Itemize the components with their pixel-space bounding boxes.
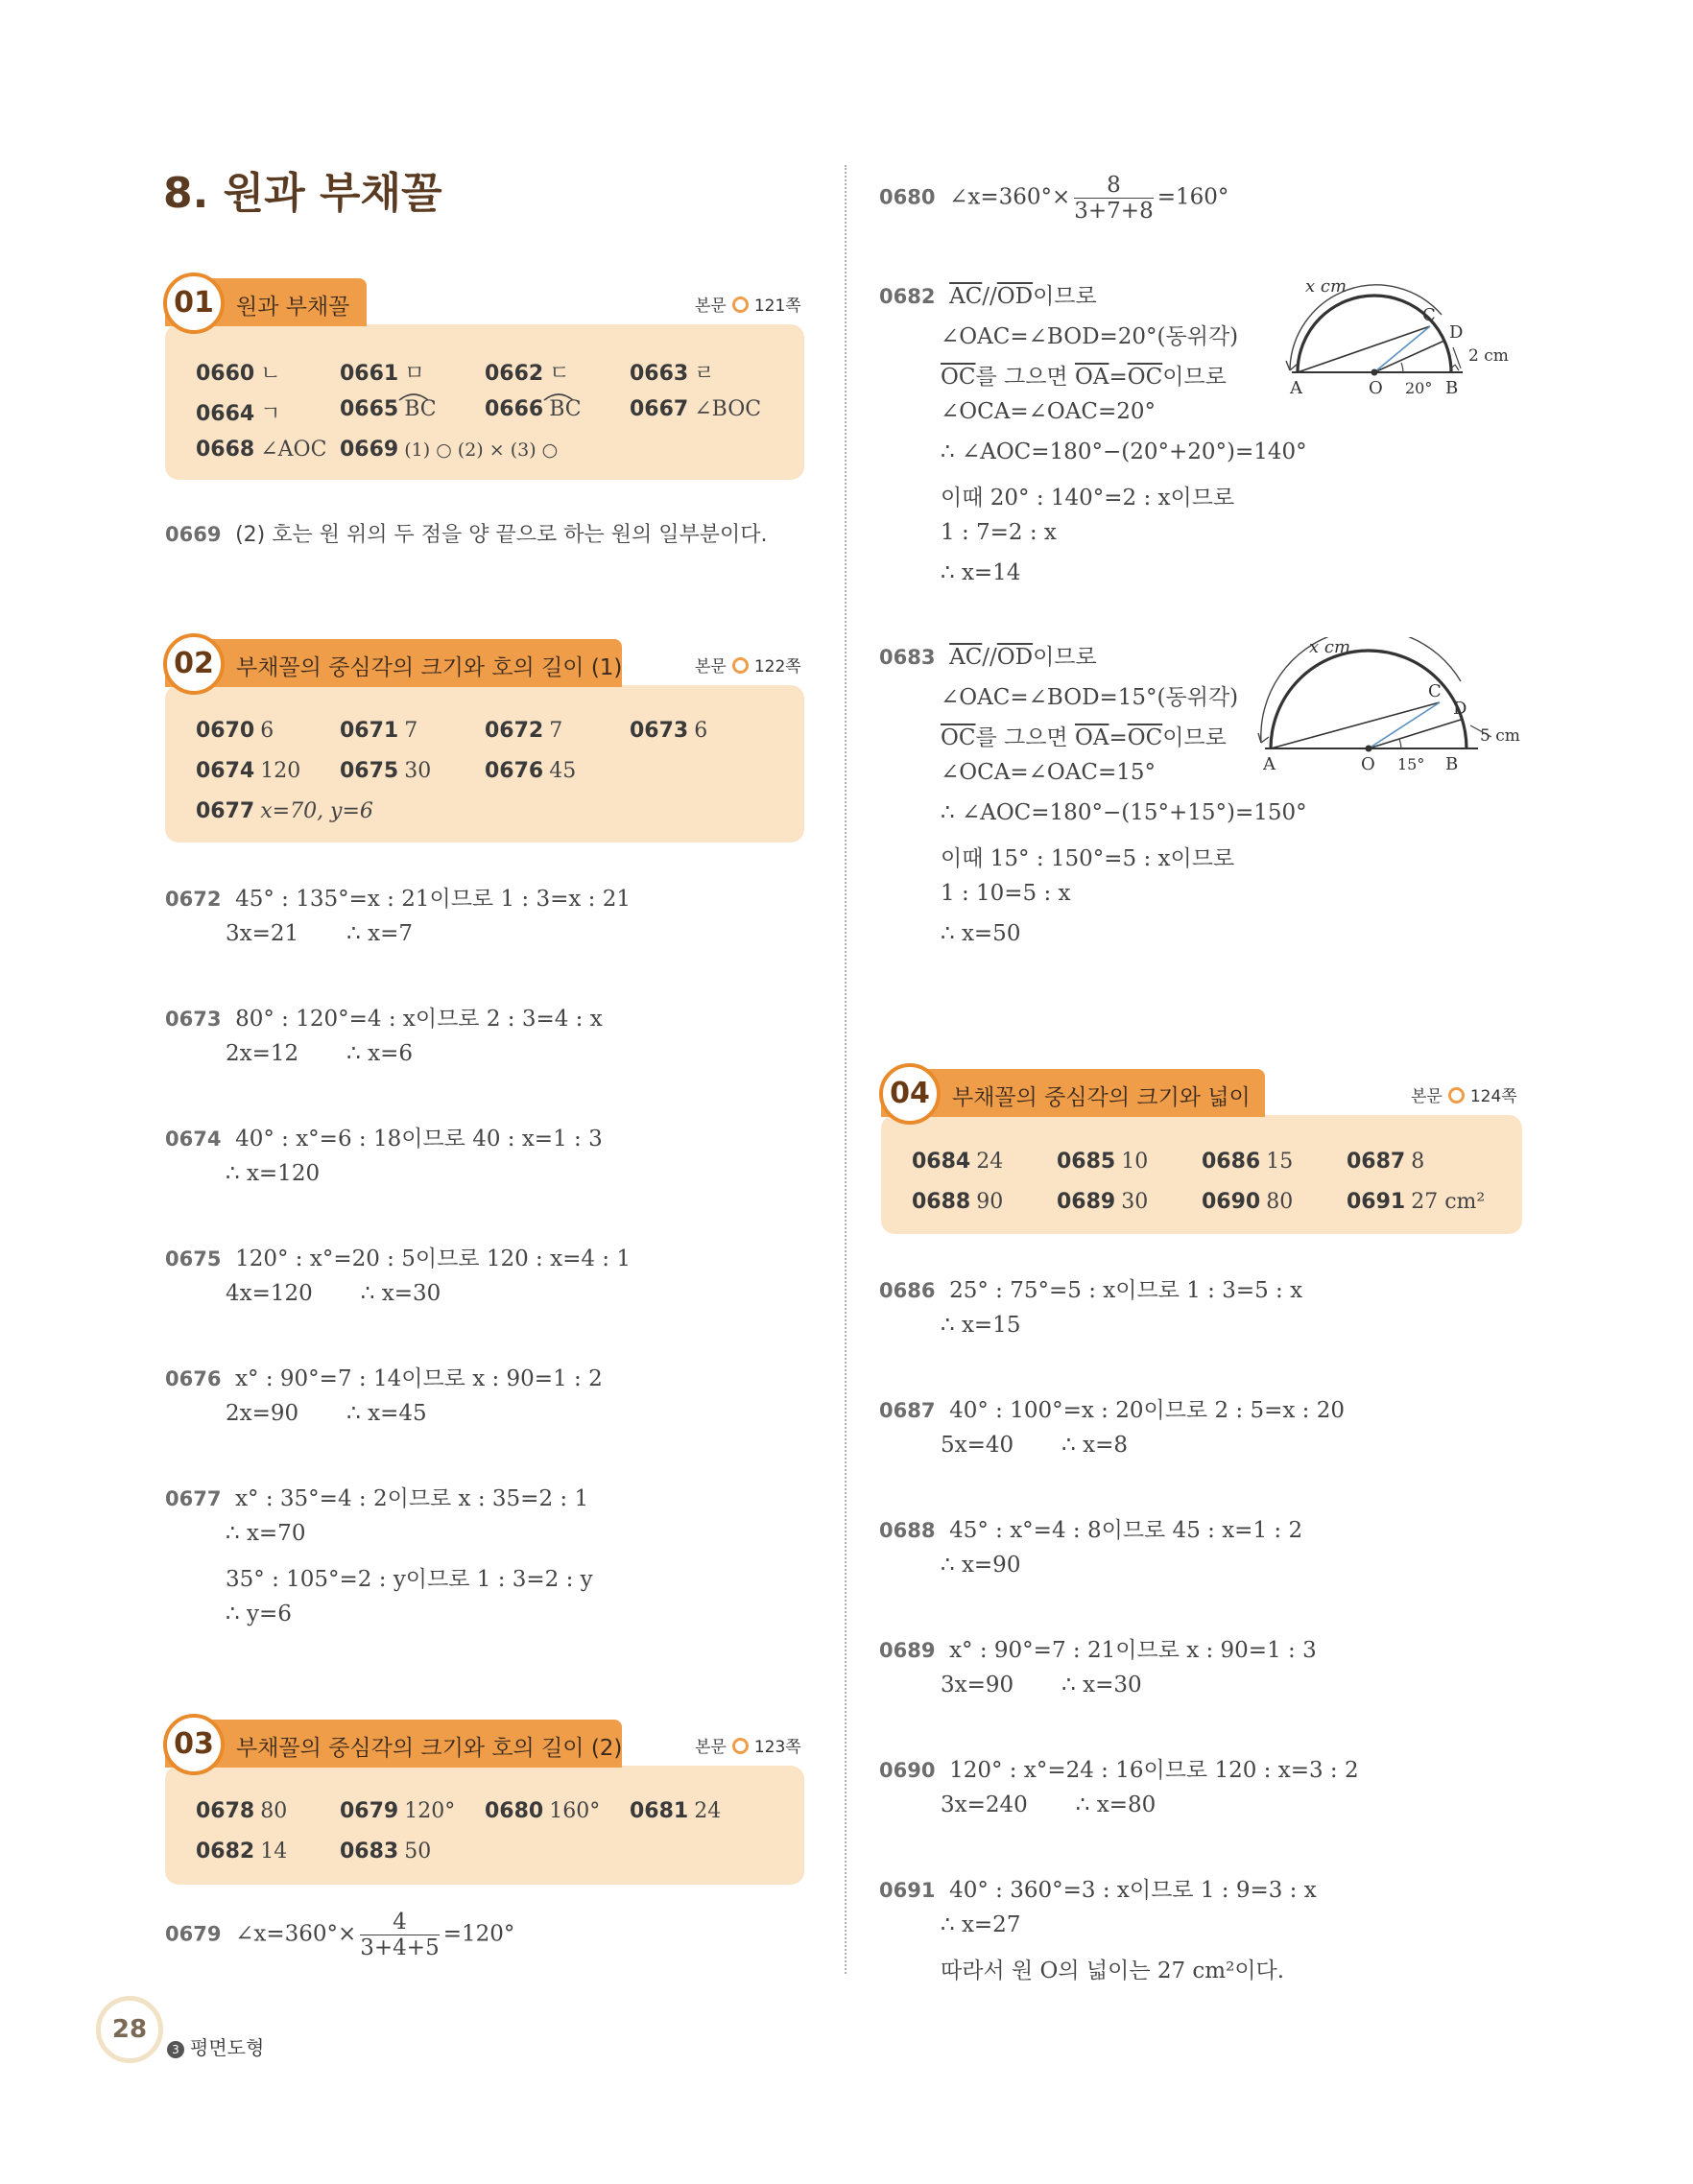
footer-unit-label xyxy=(167,2032,264,2060)
fraction: $\frac{8}{3+7+8}$ xyxy=(1074,173,1154,224)
chapter-title: 8. 원과 부채꼴 xyxy=(163,169,442,218)
answer: 0682 14 xyxy=(196,1840,288,1864)
answer: 0664 ㄱ xyxy=(196,402,281,426)
answer: 0684 24 xyxy=(912,1150,1004,1174)
answer: 0683 50 xyxy=(340,1840,432,1864)
fig-label-angle: 20° xyxy=(1405,379,1433,397)
solution-0682-line3: $\overline{OC}$를 그으면 $\overline{OA}=\overline{OC}$이므로 xyxy=(941,365,1227,390)
fig-label-D: D xyxy=(1453,699,1467,719)
fig-label-O: O xyxy=(1369,378,1383,398)
solution-0682-line2: ∠OAC=∠BOD=20°(동위각) xyxy=(941,324,1239,349)
answer: 0671 7 xyxy=(340,719,418,743)
solution-0691-line2: ∴ x=27 xyxy=(941,1912,1021,1937)
arc-mark-icon xyxy=(542,392,575,401)
solution-0690-line2: 3x=240 ∴ x=80 xyxy=(941,1792,1156,1817)
answer: 0688 90 xyxy=(912,1190,1004,1214)
section-04-ref: 본문 124쪽 xyxy=(1411,1087,1517,1106)
solution-0687: 0687 40° : 100°=x : 20이므로 2 : 5=x : 20 xyxy=(879,1398,1345,1423)
column-divider xyxy=(845,165,846,1974)
fig-label-A: A xyxy=(1290,378,1302,398)
answer: 0681 24 xyxy=(630,1799,722,1823)
semicircle-figure-0683 xyxy=(1248,637,1536,772)
answer: 0669 (1) ○ (2) × (3) ○ xyxy=(340,438,559,462)
unit-name: 평면도형 xyxy=(190,2036,265,2059)
solution-0674-line2: ∴ x=120 xyxy=(226,1161,321,1186)
answer: 0678 80 xyxy=(196,1799,288,1823)
fig-label-B: B xyxy=(1445,378,1459,398)
solution-0676: 0676 x° : 90°=7 : 14이므로 x : 90=1 : 2 xyxy=(165,1366,603,1391)
answer: 0677 x=70, y=6 xyxy=(196,799,373,823)
solution-0689: 0689 x° : 90°=7 : 21이므로 x : 90=1 : 3 xyxy=(879,1638,1317,1663)
section-03-ref: 본문 123쪽 xyxy=(695,1738,801,1757)
solution-0679: 0679 ∠x=360°× $\frac{4}{3+4+5}$ =120° xyxy=(165,1910,515,1960)
answer: 0673 6 xyxy=(630,719,708,743)
fig-label-O: O xyxy=(1361,754,1375,772)
solution-0688: 0688 45° : x°=4 : 8이므로 45 : x=1 : 2 xyxy=(879,1518,1303,1543)
solution-0683-line4: ∠OCA=∠OAC=15° xyxy=(941,760,1156,785)
solution-0677: 0677 x° : 35°=4 : 2이므로 x : 35=2 : 1 xyxy=(165,1486,589,1511)
section-01-badge: 01 xyxy=(163,273,225,334)
solution-0683: 0683 $\overline{AC}//\overline{OD}$이므로 xyxy=(879,645,1097,670)
answer: 0667 ∠BOC xyxy=(630,397,762,421)
solution-0673-line2: 2x=12 ∴ x=6 xyxy=(226,1041,413,1066)
solution-0683-line3: $\overline{OC}$를 그으면 $\overline{OA}=\overline{OC}$이므로 xyxy=(941,725,1227,750)
solution-0690: 0690 120° : x°=24 : 16이므로 120 : x=3 : 2 xyxy=(879,1758,1359,1783)
arc-mark-icon xyxy=(397,392,430,401)
solution-0682-line8: ∴ x=14 xyxy=(941,560,1021,585)
section-01-ref xyxy=(695,292,801,316)
solution-0682-line5: ∴ ∠AOC=180°−(20°+20°)=140° xyxy=(941,439,1307,464)
ref-dot-icon xyxy=(732,1738,749,1754)
section-02-badge: 02 xyxy=(163,633,225,695)
section-03-badge: 03 xyxy=(163,1714,225,1775)
solution-0682: 0682 $\overline{AC}//\overline{OD}$이므로 xyxy=(879,284,1097,309)
answer: 0680 160° xyxy=(485,1799,601,1823)
solution-0675-line2: 4x=120 ∴ x=30 xyxy=(226,1281,441,1306)
solution-0691-line3: 따라서 원 O의 넓이는 27 cm²이다. xyxy=(941,1958,1285,1983)
ref-dot-icon xyxy=(1448,1087,1465,1104)
fig-label-angle: 15° xyxy=(1397,755,1425,772)
answer: 0661 ㅁ xyxy=(340,362,425,386)
unit-number-icon: 3 xyxy=(167,2041,184,2058)
ref-dot-icon xyxy=(732,657,749,674)
fig-label-arc: x cm xyxy=(1305,280,1347,297)
solution-0680: 0680 ∠x=360°× $\frac{8}{3+7+8}$ =160° xyxy=(879,173,1229,224)
answer: 0691 27 cm² xyxy=(1347,1190,1486,1214)
solution-0676-line2: 2x=90 ∴ x=45 xyxy=(226,1401,427,1426)
fig-label-B: B xyxy=(1445,754,1459,772)
answer: 0666 BC xyxy=(485,397,582,421)
solution-0682-line6: 이때 20° : 140°=2 : x이므로 xyxy=(941,486,1235,510)
solution-0691: 0691 40° : 360°=3 : x이므로 1 : 9=3 : x xyxy=(879,1878,1317,1903)
solution-0682-line7: 1 : 7=2 : x xyxy=(941,520,1057,545)
answer: 0674 120 xyxy=(196,759,301,783)
solution-0672-line2: 3x=21 ∴ x=7 xyxy=(226,921,413,946)
solution-0674: 0674 40° : x°=6 : 18이므로 40 : x=1 : 3 xyxy=(165,1127,603,1151)
solution-0683-line8: ∴ x=50 xyxy=(941,921,1021,946)
fig-label-D: D xyxy=(1449,322,1464,343)
solution-0686: 0686 25° : 75°=5 : x이므로 1 : 3=5 : x xyxy=(879,1278,1303,1303)
answer: 0679 120° xyxy=(340,1799,456,1823)
answer: 0686 15 xyxy=(1202,1150,1294,1174)
answer: 0672 7 xyxy=(485,719,563,743)
answer: 0670 6 xyxy=(196,719,274,743)
solution-0675: 0675 120° : x°=20 : 5이므로 120 : x=4 : 1 xyxy=(165,1246,631,1271)
solution-0688-line2: ∴ x=90 xyxy=(941,1553,1021,1578)
solution-0683-line7: 1 : 10=5 : x xyxy=(941,881,1071,906)
solution-0677-line2: ∴ x=70 xyxy=(226,1521,306,1546)
solution-0672: 0672 45° : 135°=x : 21이므로 1 : 3=x : 21 xyxy=(165,887,631,912)
section-02-ref: 본문 122쪽 xyxy=(695,657,801,677)
semicircle-figure-0682 xyxy=(1276,280,1526,405)
answer: 0665 BC xyxy=(340,397,437,421)
solution-0673: 0673 80° : 120°=4 : x이므로 2 : 3=4 : x xyxy=(165,1007,603,1032)
fraction: $\frac{4}{3+4+5}$ xyxy=(360,1910,440,1960)
fig-label-C: C xyxy=(1422,305,1436,325)
ref-label: 본문 xyxy=(695,297,727,316)
answer: 0675 30 xyxy=(340,759,432,783)
ref-dot-icon xyxy=(732,297,749,313)
solution-0682-line4: ∠OCA=∠OAC=20° xyxy=(941,399,1156,424)
fig-label-C: C xyxy=(1428,681,1442,701)
fig-label-arc: x cm xyxy=(1309,637,1351,657)
solution-0689-line2: 3x=90 ∴ x=30 xyxy=(941,1673,1142,1697)
answer: 0668 ∠AOC xyxy=(196,438,327,462)
ref-page: 121쪽 xyxy=(753,297,801,316)
solution-0669: 0669 (2) 호는 원 위의 두 점을 양 끝으로 하는 원의 일부분이다. xyxy=(165,523,768,547)
answer: 0660 ㄴ xyxy=(196,362,281,386)
fig-label-length: 2 cm xyxy=(1468,346,1509,366)
answer: 0687 8 xyxy=(1347,1150,1425,1174)
answer: 0689 30 xyxy=(1057,1190,1149,1214)
section-04-box xyxy=(881,1115,1522,1234)
solution-0683-line2: ∠OAC=∠BOD=15°(동위각) xyxy=(941,685,1239,710)
solution-0687-line2: 5x=40 ∴ x=8 xyxy=(941,1433,1128,1458)
solution-0677-line4: ∴ y=6 xyxy=(226,1602,292,1626)
section-03-title: 부채꼴의 중심각의 크기와 호의 길이 (2) xyxy=(236,1736,623,1761)
fig-label-A: A xyxy=(1263,754,1276,772)
page-number-badge: 28 xyxy=(96,1996,163,2063)
solution-0683-line5: ∴ ∠AOC=180°−(15°+15°)=150° xyxy=(941,800,1307,825)
section-04-badge: 04 xyxy=(879,1063,941,1125)
answer: 0663 ㄹ xyxy=(630,362,715,386)
section-04-title: 부채꼴의 중심각의 크기와 넓이 xyxy=(952,1085,1251,1110)
section-01-title: 원과 부채꼴 xyxy=(236,295,350,320)
solution-0686-line2: ∴ x=15 xyxy=(941,1313,1021,1338)
fig-label-length: 5 cm xyxy=(1480,726,1520,746)
solution-0683-line6: 이때 15° : 150°=5 : x이므로 xyxy=(941,846,1235,871)
solution-0677-line3: 35° : 105°=2 : y이므로 1 : 3=2 : y xyxy=(226,1567,593,1592)
answer: 0685 10 xyxy=(1057,1150,1149,1174)
answer: 0662 ㄷ xyxy=(485,362,570,386)
section-03-box xyxy=(165,1766,804,1885)
section-02-title: 부채꼴의 중심각의 크기와 호의 길이 (1) xyxy=(236,655,623,680)
answer: 0690 80 xyxy=(1202,1190,1294,1214)
answer: 0676 45 xyxy=(485,759,577,783)
